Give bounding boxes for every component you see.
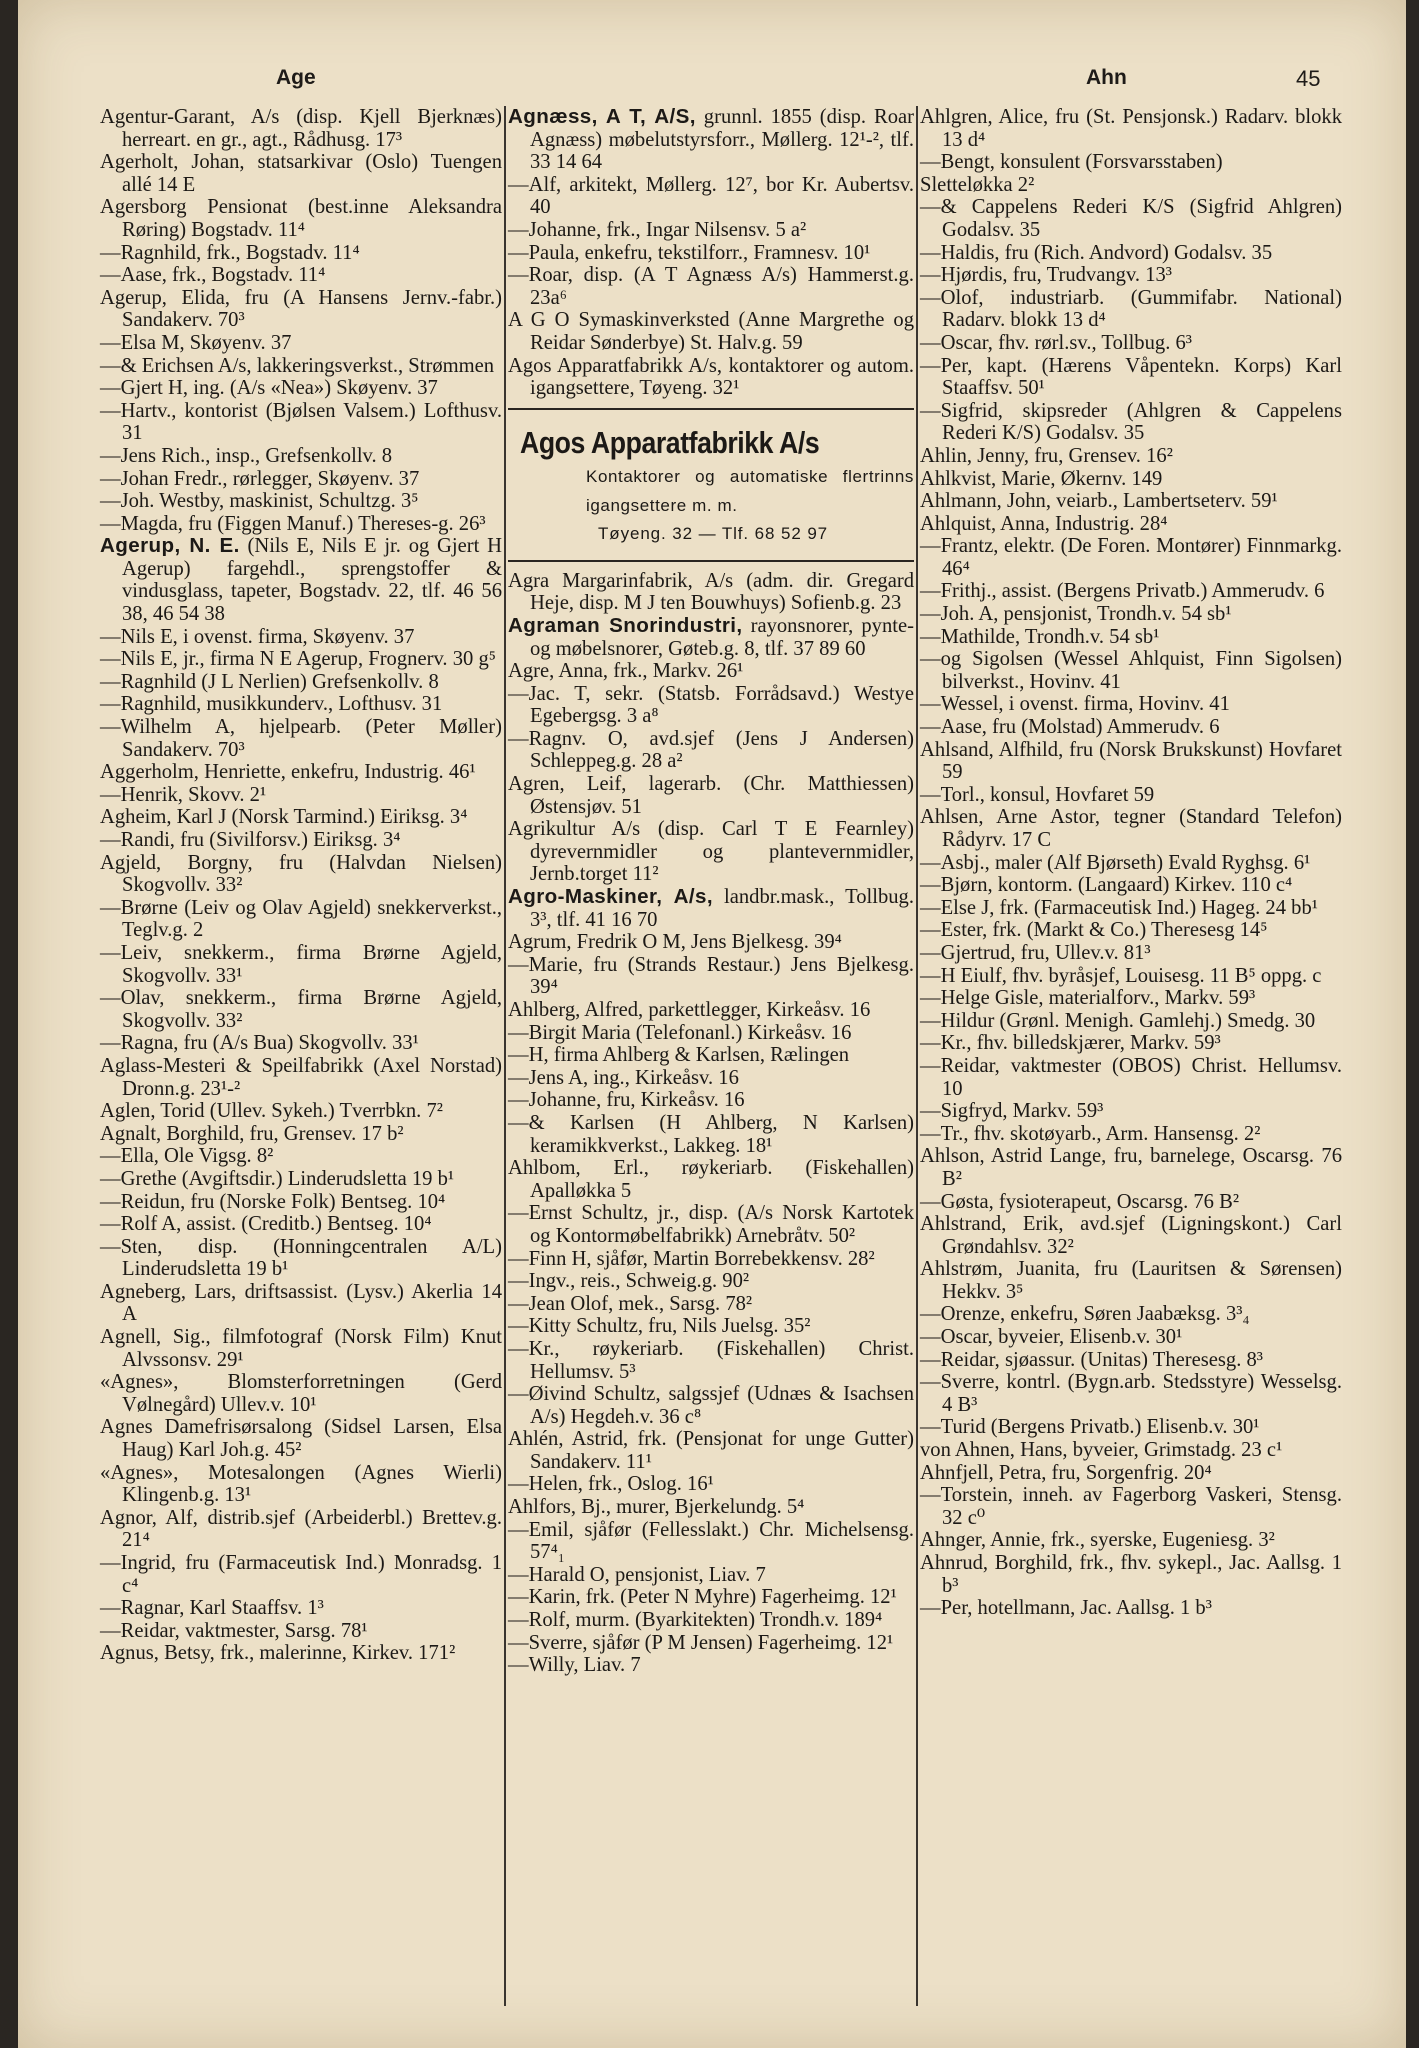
entry-text: —Aase, fru (Molstad) Ammerudv. 6 <box>920 716 1220 739</box>
directory-entry <box>100 377 502 400</box>
directory-entry <box>100 1416 502 1461</box>
entry-text: Agra Margarinfabrik, A/s (adm. dir. Gregard Heje, disp. M J ten Bouwhuys) Sofienb.g. 23 <box>508 569 914 615</box>
directory-entry <box>920 1191 1342 1214</box>
directory-entry <box>920 1100 1342 1123</box>
entry-text: —Olav, snekkerm., firma Brørne Agjeld, Skogvollv. 33² <box>100 987 502 1032</box>
entry-text: —Kitty Schultz, fru, Nils Juelsg. 35² <box>508 1315 811 1338</box>
directory-entry <box>508 1202 914 1247</box>
entry-text: grunnl. 1855 (disp. Roar Agnæss) møbelutstyrsforr., Møllerg. 12¹-², tlf. 33 14 64 <box>530 106 914 174</box>
entry-text: —Per, kapt. (Hærens Våpentekn. Korps) Karl Staaffsv. 50¹ <box>920 354 1342 400</box>
entry-text: —Frantz, elektr. (De Foren. Montører) Finnmarkg. 46⁴ <box>920 535 1342 580</box>
directory-entry <box>920 332 1342 355</box>
entry-text: landbr.mask., Tollbug. 3³, tlf. 41 16 70 <box>530 886 914 931</box>
entry-text: Ahlstrøm, Juanita, fru (Lauritsen & Sørensen) Hekkv. 3⁵ <box>920 1258 1342 1303</box>
directory-entry <box>508 1315 914 1338</box>
entry-text: —Else J, frk. (Farmaceutisk Ind.) Hageg. 24 bb¹ <box>920 896 1318 919</box>
entry-text: —Bengt, konsulent (Forsvarsstaben) <box>920 151 1223 174</box>
entry-text: —Reidar, vaktmester (OBOS) Christ. Hellumsv. 10 <box>920 1054 1342 1100</box>
entry-text: —Birgit Maria (Telefonanl.) Kirkeåsv. 16 <box>508 1021 852 1044</box>
entry-text: —Nils E, jr., firma N E Agerup, Frognerv. 30 g⁵ <box>100 648 496 671</box>
entry-text: Ahlkvist, Marie, Økernv. 149 <box>920 467 1163 490</box>
entry-text: —Joh. A, pensjonist, Trondh.v. 54 sb¹ <box>920 603 1232 626</box>
entry-text: «Agnes», Blomsterforretningen (Gerd Vølnegård) Ullev.v. 10¹ <box>100 1371 502 1416</box>
entry-text: —Ragnhild, musikkunderv., Lofthusv. 31 <box>100 693 443 716</box>
entry-text: Agjeld, Borgny, fru (Halvdan Nielsen) Skogvollv. 33² <box>100 851 502 897</box>
directory-entry <box>508 818 914 886</box>
directory-entry <box>508 1654 914 1677</box>
directory-entry <box>100 897 502 942</box>
directory-entry <box>508 1022 914 1045</box>
directory-entry <box>100 1281 502 1326</box>
entry-text: —Jac. T, sekr. (Statsb. Forrådsavd.) Westye Egebergsg. 3 a⁸ <box>508 682 914 728</box>
directory-entry <box>920 1597 1342 1620</box>
entry-text: —Karin, frk. (Peter N Myhre) Fagerheimg. 12¹ <box>508 1586 897 1609</box>
entry-text: —Jens Rich., insp., Grefsenkollv. 8 <box>100 444 393 467</box>
directory-entry <box>920 1010 1342 1033</box>
directory-entry <box>100 648 502 671</box>
directory-entry <box>920 1326 1342 1349</box>
entry-text: Agren, Leif, lagerarb. (Chr. Matthiessen) Østensjøv. 51 <box>508 773 914 818</box>
entry-text: —Oscar, fhv. rørl.sv., Tollbug. 6³ <box>920 331 1192 354</box>
directory-entry <box>100 1100 502 1123</box>
entry-text: —Gjertrud, fru, Ullev.v. 81³ <box>920 941 1151 964</box>
directory-entry <box>920 1529 1342 1552</box>
entry-text: Aglen, Torid (Ullev. Sykeh.) Tverrbkn. 7² <box>100 1100 443 1123</box>
entry-text: —Ester, frk. (Markt & Co.) Theresesg 14⁵ <box>920 919 1268 942</box>
directory-entry <box>508 615 914 660</box>
entry-text: —Hildur (Grønl. Menigh. Gamlehj.) Smedg. 30 <box>920 1009 1316 1032</box>
directory-entry <box>920 1439 1342 1462</box>
running-head-left: Age <box>276 66 316 89</box>
directory-entry <box>920 535 1342 580</box>
entry-text: Ahlstrand, Erik, avd.sjef (Ligningskont.) Carl Grøndahlsv. 32² <box>920 1213 1342 1258</box>
directory-entry <box>508 728 914 773</box>
directory-entry <box>100 784 502 807</box>
directory-entry <box>100 196 502 241</box>
directory-entry <box>100 1123 502 1146</box>
directory-entry <box>508 355 914 400</box>
directory-entry <box>100 106 502 151</box>
directory-entry <box>100 829 502 852</box>
entry-text: —& Erichsen A/s, lakkeringsverkst., Strømmen <box>100 354 495 377</box>
directory-entry <box>100 490 502 513</box>
entry-text: —Wessel, i ovenst. firma, Hovinv. 41 <box>920 693 1230 716</box>
page-number: 45 <box>1296 66 1321 91</box>
directory-entry <box>508 1089 914 1112</box>
entry-text: —Asbj., maler (Alf Bjørseth) Evald Ryghsg. 6¹ <box>920 851 1311 874</box>
directory-entry <box>100 1371 502 1416</box>
directory-entry <box>100 1507 502 1552</box>
entry-text: —H Eiulf, fhv. byråsjef, Louisesg. 11 B⁵ oppg. c <box>920 964 1322 987</box>
entry-text: —Olof, industriarb. (Gummifabr. National) Radarv. blokk 13 d⁴ <box>920 286 1342 332</box>
entry-text: Agerup, Elida, fru (A Hansens Jernv.-fabr.) Sandakerv. 70³ <box>100 286 502 332</box>
directory-entry <box>508 1293 914 1316</box>
directory-entry <box>508 886 914 931</box>
directory-entry <box>100 693 502 716</box>
entry-text: Agneberg, Lars, driftsassist. (Lysv.) Akerlia 14 A <box>100 1280 502 1326</box>
directory-entry <box>100 1642 502 1665</box>
directory-entry <box>100 1326 502 1371</box>
entry-text: —Helge Gisle, materialforv., Markv. 59³ <box>920 987 1256 1010</box>
directory-entry <box>508 242 914 265</box>
directory-entry <box>920 174 1342 197</box>
entry-text: —Reidar, sjøassur. (Unitas) Theresesg. 8³ <box>920 1348 1263 1371</box>
directory-entry <box>100 987 502 1032</box>
entry-text: Agersborg Pensionat (best.inne Aleksandra Røring) Bogstadv. 11⁴ <box>100 196 502 241</box>
entry-text: —Ernst Schultz, jr., disp. (A/s Norsk Kartotek og Kontormøbelfabrikk) Arnebråtv. 50² <box>508 1202 914 1247</box>
directory-entry <box>508 1044 914 1067</box>
entries-before-ad <box>508 106 914 400</box>
ad-phone: Tøyeng. 32 — Tlf. 68 52 97 <box>598 523 829 543</box>
entry-text: —Finn H, sjåfør, Martin Borrebekkensv. 28² <box>508 1247 875 1270</box>
directory-entry <box>508 174 914 219</box>
directory-entry <box>920 196 1342 241</box>
entry-text: —Mathilde, Trondh.v. 54 sb¹ <box>920 625 1160 648</box>
directory-entry <box>920 242 1342 265</box>
entry-text: «Agnes», Motesalongen (Agnes Wierli) Klingenb.g. 13¹ <box>100 1461 502 1507</box>
entry-text: —Joh. Westby, maskinist, Schultzg. 3⁵ <box>100 490 419 513</box>
entry-text: —Hjørdis, fru, Trudvangv. 13³ <box>920 264 1172 287</box>
entry-text: —Roar, disp. (A T Agnæss A/s) Hammerst.g. 23a⁶ <box>508 264 914 309</box>
entry-text: —H, firma Ahlberg & Karlsen, Rælingen <box>508 1044 850 1067</box>
column-rule <box>504 106 506 2006</box>
entry-text: Ahlfors, Bj., murer, Bjerkelundg. 5⁴ <box>508 1496 805 1519</box>
directory-entry <box>100 535 502 625</box>
directory-entry <box>920 897 1342 920</box>
directory-entry <box>100 852 502 897</box>
directory-entry <box>920 1145 1342 1190</box>
column-rule <box>916 106 918 2006</box>
entry-text: Ahlin, Jenny, fru, Grensev. 16² <box>920 444 1173 467</box>
entry-text: —Frithj., assist. (Bergens Privatb.) Ammerudv. 6 <box>920 580 1325 603</box>
entry-text: —Willy, Liav. 7 <box>508 1654 641 1677</box>
running-head-right: Ahn <box>1086 66 1127 89</box>
directory-entry <box>920 1032 1342 1055</box>
directory-entry <box>920 445 1342 468</box>
entry-text: —Orenze, enkefru, Søren Jaabæksg. 3³₄ <box>920 1303 1250 1326</box>
entry-text: von Ahnen, Hans, byveier, Grimstadg. 23 c¹ <box>920 1439 1283 1462</box>
entry-text: Agnor, Alf, distrib.sjef (Arbeiderbl.) Brettev.g. 21⁴ <box>100 1506 502 1552</box>
directory-entry <box>920 355 1342 400</box>
entry-text: —Hartv., kontorist (Bjølsen Valsem.) Lofthusv. 31 <box>100 399 502 445</box>
directory-entry <box>920 784 1342 807</box>
directory-entry <box>920 1484 1342 1529</box>
entry-text: Agerholt, Johan, statsarkivar (Oslo) Tuengen allé 14 E <box>100 151 502 196</box>
directory-entry <box>508 1609 914 1632</box>
directory-entry <box>100 264 502 287</box>
entry-text: —Emil, sjåfør (Fellesslakt.) Chr. Michelsensg. 57⁴₁ <box>508 1518 914 1564</box>
entry-text: —Reidar, vaktmester, Sarsg. 78¹ <box>100 1619 368 1642</box>
directory-entry <box>508 1586 914 1609</box>
directory-entry <box>508 1632 914 1655</box>
directory-entry <box>920 151 1342 174</box>
entry-text: —Torl., konsul, Hovfaret 59 <box>920 783 1155 806</box>
directory-entry <box>920 739 1342 784</box>
entry-text: —Oscar, byveier, Elisenb.v. 30¹ <box>920 1326 1183 1349</box>
entry-text: —Henrik, Skovv. 2¹ <box>100 783 267 806</box>
directory-entry <box>508 264 914 309</box>
directory-entry <box>100 1462 502 1507</box>
entry-text: —Jens A, ing., Kirkeåsv. 16 <box>508 1066 739 1089</box>
directory-entry <box>100 332 502 355</box>
directory-column-3 <box>920 106 1342 1620</box>
entry-text: —Jean Olof, mek., Sarsg. 78² <box>508 1292 753 1315</box>
directory-entry <box>100 1620 502 1643</box>
directory-entry <box>100 400 502 445</box>
directory-entry <box>100 761 502 784</box>
directory-entry <box>920 1258 1342 1303</box>
directory-entry <box>100 242 502 265</box>
directory-entry <box>920 1303 1342 1326</box>
entry-text: —Johanne, frk., Ingar Nilsensv. 5 a² <box>508 218 807 241</box>
entry-text: —Elsa M, Skøyenv. 37 <box>100 331 292 354</box>
entry-text: —Johan Fredr., rørlegger, Skøyenv. 37 <box>100 467 420 490</box>
directory-entry <box>920 874 1342 897</box>
entry-text: —& Cappelens Rederi K/S (Sigfrid Ahlgren) Godalsv. 35 <box>920 196 1342 241</box>
entry-text: —Rolf A, assist. (Creditb.) Bentseg. 10⁴ <box>100 1213 432 1236</box>
entry-text: Agnus, Betsy, frk., malerinne, Kirkev. 171² <box>100 1642 456 1665</box>
entry-text: —Haldis, fru (Rich. Andvord) Godalsv. 35 <box>920 241 1273 264</box>
directory-entry <box>920 490 1342 513</box>
directory-entry <box>920 1213 1342 1258</box>
directory-entry <box>508 1519 914 1564</box>
entry-text: —Ragnhild, frk., Bogstadv. 11⁴ <box>100 241 360 264</box>
entry-text: Sletteløkka 2² <box>920 173 1035 196</box>
entry-text: —Sverre, kontrl. (Bygn.arb. Stedsstyre) Wesselsg. 4 B³ <box>920 1371 1342 1416</box>
entry-text: —Ingv., reis., Schweig.g. 90² <box>508 1270 750 1293</box>
directory-entry <box>920 626 1342 649</box>
directory-entry <box>920 287 1342 332</box>
entry-text: Agos Apparatfabrikk A/s, kontaktorer og autom. igangsettere, Tøyeng. 32¹ <box>508 354 914 400</box>
entry-text: (Nils E, Nils E jr. og Gjert H Agerup) fargehdl., sprengstoffer & vindusglass, tapeter, Bogstadv. 22, tlf. 46 56 38, 46 54 38 <box>122 535 502 626</box>
directory-entry <box>920 648 1342 693</box>
directory-entry <box>920 468 1342 491</box>
directory-entry <box>508 1248 914 1271</box>
directory-entry <box>100 1145 502 1168</box>
entry-text: —Helen, frk., Oslog. 16¹ <box>508 1473 714 1496</box>
entry-text: Ahlgren, Alice, fru (St. Pensjonsk.) Radarv. blokk 13 d⁴ <box>920 106 1342 151</box>
directory-entry <box>100 1552 502 1597</box>
directory-entry <box>100 671 502 694</box>
directory-entry <box>508 999 914 1022</box>
entry-text: —Brørne (Leiv og Olav Agjeld) snekkerverkst., Teglv.g. 2 <box>100 896 502 942</box>
entry-text: —Marie, fru (Strands Restaur.) Jens Bjelkesg. 39⁴ <box>508 953 914 999</box>
entry-text: —Turid (Bergens Privatb.) Elisenb.v. 30¹ <box>920 1416 1260 1439</box>
directory-entry <box>920 1055 1342 1100</box>
directory-entry <box>920 1349 1342 1372</box>
entry-text: —Gjert H, ing. (A/s «Nea») Skøyenv. 37 <box>100 377 438 400</box>
ad-body: Kontaktorer og automatiske flertrinns igangsettere m. m. <box>586 466 914 515</box>
directory-entry <box>920 1123 1342 1146</box>
directory-entry <box>100 1032 502 1055</box>
entry-text: Aglass-Mesteri & Speilfabrikk (Axel Norstad) Dronn.g. 23¹-² <box>100 1054 502 1100</box>
directory-entry <box>920 400 1342 445</box>
directory-entry <box>100 355 502 378</box>
advertisement-box <box>508 408 914 562</box>
entry-text: —Aase, frk., Bogstadv. 11⁴ <box>100 264 326 287</box>
entry-text: —Per, hotellmann, Jac. Aallsg. 1 b³ <box>920 1597 1212 1620</box>
directory-column-1 <box>100 106 502 1665</box>
directory-entry <box>100 942 502 987</box>
entry-text: Ahnger, Annie, frk., syerske, Eugeniesg. 3² <box>920 1529 1275 1552</box>
directory-entry <box>508 219 914 242</box>
entry-text: —Ingrid, fru (Farmaceutisk Ind.) Monradsg. 1 c⁴ <box>100 1552 502 1597</box>
directory-entry <box>100 1168 502 1191</box>
directory-entry <box>920 106 1342 151</box>
entry-text: Agrum, Fredrik O M, Jens Bjelkesg. 39⁴ <box>508 931 842 954</box>
entry-text: —Gøsta, fysioterapeut, Oscarsg. 76 B² <box>920 1190 1240 1213</box>
entry-text: Ahnrud, Borghild, frk., fhv. sykepl., Jac. Aallsg. 1 b³ <box>920 1552 1342 1597</box>
directory-entry <box>920 716 1342 739</box>
directory-entry <box>508 1428 914 1473</box>
entry-text: A G O Symaskinverksted (Anne Margrethe og Reidar Sønderbye) St. Halv.g. 59 <box>508 309 914 354</box>
directory-entry <box>100 806 502 829</box>
directory-page <box>18 0 1406 2048</box>
directory-entry <box>508 1473 914 1496</box>
entry-text: —Kr., røykeriarb. (Fiskehallen) Christ. Hellumsv. 5³ <box>508 1337 914 1383</box>
entry-text: —Rolf, murm. (Byarkitekten) Trondh.v. 189⁴ <box>508 1609 883 1632</box>
directory-entry <box>100 287 502 332</box>
entry-text: Ahlsen, Arne Astor, tegner (Standard Telefon) Rådyrv. 17 C <box>920 806 1342 851</box>
entry-bold-name: Agraman Snorindustri, <box>508 613 743 637</box>
directory-entry <box>508 1338 914 1383</box>
entry-text: —Torstein, inneh. av Fagerborg Vaskeri, Stensg. 32 c⁰ <box>920 1484 1342 1529</box>
entry-text: Ahlmann, John, veiarb., Lambertseterv. 59¹ <box>920 490 1278 513</box>
entry-text: —Sigfrid, skipsreder (Ahlgren & Cappelens Rederi K/S) Godalsv. 35 <box>920 399 1342 445</box>
directory-entry <box>920 1371 1342 1416</box>
directory-entry <box>508 570 914 615</box>
directory-entry <box>508 931 914 954</box>
directory-entry <box>100 716 502 761</box>
directory-entry <box>508 1383 914 1428</box>
entry-text: —Sverre, sjåfør (P M Jensen) Fagerheimg. 12¹ <box>508 1631 894 1654</box>
entry-text: —Leiv, snekkerm., firma Brørne Agjeld, Skogvollv. 33¹ <box>100 941 502 987</box>
entry-text: Ahlén, Astrid, frk. (Pensjonat for unge Gutter) Sandakerv. 11¹ <box>508 1428 914 1473</box>
directory-entry <box>508 1270 914 1293</box>
directory-entry <box>920 513 1342 536</box>
directory-column-2 <box>508 106 914 1677</box>
entry-text: Ahlquist, Anna, Industrig. 28⁴ <box>920 512 1168 535</box>
entry-text: —Reidun, fru (Norske Folk) Bentseg. 10⁴ <box>100 1190 446 1213</box>
entry-text: Agheim, Karl J (Norsk Tarmind.) Eiriksg. 3⁴ <box>100 806 468 829</box>
directory-entry <box>508 683 914 728</box>
entry-text: —Wilhelm A, hjelpearb. (Peter Møller) Sandakerv. 70³ <box>100 716 502 761</box>
directory-entry <box>920 1552 1342 1597</box>
entry-text: —Sten, disp. (Honningcentralen A/L) Linderudsletta 19 b¹ <box>100 1235 502 1281</box>
entry-text: —Randi, fru (Sivilforsv.) Eiriksg. 3⁴ <box>100 829 401 851</box>
entry-bold-name: Agerup, N. E. <box>100 534 240 558</box>
entry-text: Agnes Damefrisørsalong (Sidsel Larsen, Elsa Haug) Karl Joh.g. 45² <box>100 1416 502 1462</box>
directory-entry <box>920 942 1342 965</box>
directory-entry <box>920 806 1342 851</box>
entry-text: —& Karlsen (H Ahlberg, N Karlsen) keramikkverkst., Lakkeg. 18¹ <box>508 1111 914 1157</box>
entry-text: —Nils E, i ovenst. firma, Skøyenv. 37 <box>100 625 415 648</box>
directory-entry <box>100 1236 502 1281</box>
entry-text: Agnell, Sig., filmfotograf (Norsk Film) Knut Alvssonsv. 29¹ <box>100 1326 502 1371</box>
directory-entry <box>920 1416 1342 1439</box>
directory-entry <box>508 1496 914 1519</box>
directory-entry <box>100 1191 502 1214</box>
entry-text: Ahlson, Astrid Lange, fru, barnelege, Oscarsg. 76 B² <box>920 1145 1342 1190</box>
entry-text: —Ragna, fru (A/s Bua) Skogvollv. 33¹ <box>100 1032 419 1055</box>
directory-entry <box>508 106 914 174</box>
entry-bold-name: Agro-Maskiner, A/s, <box>508 885 713 909</box>
directory-entry <box>508 773 914 818</box>
entry-text: Aggerholm, Henriette, enkefru, Industrig. 46¹ <box>100 761 476 784</box>
directory-entry <box>100 1213 502 1236</box>
entry-text: Agre, Anna, frk., Markv. 26¹ <box>508 660 744 683</box>
entry-bold-name: Agnæss, A T, A/S, <box>508 105 696 128</box>
directory-entry <box>100 468 502 491</box>
entry-text: Ahlberg, Alfred, parkettlegger, Kirkeåsv. 16 <box>508 999 871 1021</box>
entry-text: —Tr., fhv. skotøyarb., Arm. Hansensg. 2² <box>920 1122 1261 1145</box>
directory-entry <box>100 151 502 196</box>
directory-entry <box>920 987 1342 1010</box>
entry-text: —Grethe (Avgiftsdir.) Linderudsletta 19 b¹ <box>100 1167 455 1190</box>
directory-entry <box>100 445 502 468</box>
directory-entry <box>920 603 1342 626</box>
directory-entry <box>508 309 914 354</box>
entry-text: Ahlsand, Alfhild, fru (Norsk Brukskunst) Hovfaret 59 <box>920 738 1342 784</box>
entry-text: rayonsnorer, pynte- og møbelsnorer, Gøteb.g. 8, tlf. 37 89 60 <box>530 614 914 660</box>
directory-entry <box>100 1055 502 1100</box>
entry-text: —Ella, Ole Vigsg. 8² <box>100 1145 274 1168</box>
directory-entry <box>920 965 1342 988</box>
directory-entry <box>100 1597 502 1620</box>
entry-text: —Paula, enkefru, tekstilforr., Framnesv. 10¹ <box>508 241 871 264</box>
entry-text: —Bjørn, kontorm. (Langaard) Kirkev. 110 c⁴ <box>920 874 1293 897</box>
entry-text: —Harald O, pensjonist, Liav. 7 <box>508 1563 766 1586</box>
directory-entry <box>920 264 1342 287</box>
entry-text: —og Sigolsen (Wessel Ahlquist, Finn Sigolsen) bilverkst., Hovinv. 41 <box>920 648 1342 693</box>
directory-entry <box>920 580 1342 603</box>
entry-text: —Ragnar, Karl Staaffsv. 1³ <box>100 1597 324 1620</box>
entry-text: —Kr., fhv. billedskjærer, Markv. 59³ <box>920 1032 1221 1055</box>
directory-entry <box>100 513 502 536</box>
directory-entry <box>508 1564 914 1587</box>
directory-entry <box>100 626 502 649</box>
directory-entry <box>508 1157 914 1202</box>
directory-entry <box>508 1067 914 1090</box>
directory-entry <box>508 954 914 999</box>
entry-text: —Ragnv. O, avd.sjef (Jens J Andersen) Schleppeg.g. 28 a² <box>508 727 914 773</box>
entry-text: —Ragnhild (J L Nerlien) Grefsenkollv. 8 <box>100 670 439 693</box>
ad-title: Agos Apparatfabrikk A/s <box>520 424 820 460</box>
directory-entry <box>920 693 1342 716</box>
entry-text: —Magda, fru (Figgen Manuf.) Thereses-g. 26³ <box>100 512 486 535</box>
directory-entry <box>508 660 914 683</box>
entry-text: Agrikultur A/s (disp. Carl T E Fearnley) dyrevernmidler og plantevernmidler, Jernb.torget 11² <box>508 818 914 886</box>
entry-text: —Sigfryd, Markv. 59³ <box>920 1100 1104 1123</box>
directory-entry <box>920 852 1342 875</box>
entry-text: Ahnfjell, Petra, fru, Sorgenfrig. 20⁴ <box>920 1461 1212 1484</box>
directory-entry <box>508 1112 914 1157</box>
entry-text: —Øivind Schultz, salgssjef (Udnæs & Isachsen A/s) Hegdeh.v. 36 c⁸ <box>508 1383 914 1428</box>
entry-text: —Johanne, fru, Kirkeåsv. 16 <box>508 1089 745 1112</box>
entries-after-ad <box>508 570 914 1677</box>
entry-text: Agentur-Garant, A/s (disp. Kjell Bjerknæs) herreart. en gr., agt., Rådhusg. 17³ <box>100 106 502 151</box>
directory-entry <box>920 919 1342 942</box>
entry-text: Agnalt, Borghild, fru, Grensev. 17 b² <box>100 1122 404 1145</box>
entry-text: —Alf, arkitekt, Møllerg. 12⁷, bor Kr. Aubertsv. 40 <box>508 173 914 219</box>
directory-entry <box>920 1462 1342 1485</box>
entry-text: Ahlbom, Erl., røykeriarb. (Fiskehallen) Apalløkka 5 <box>508 1157 914 1202</box>
